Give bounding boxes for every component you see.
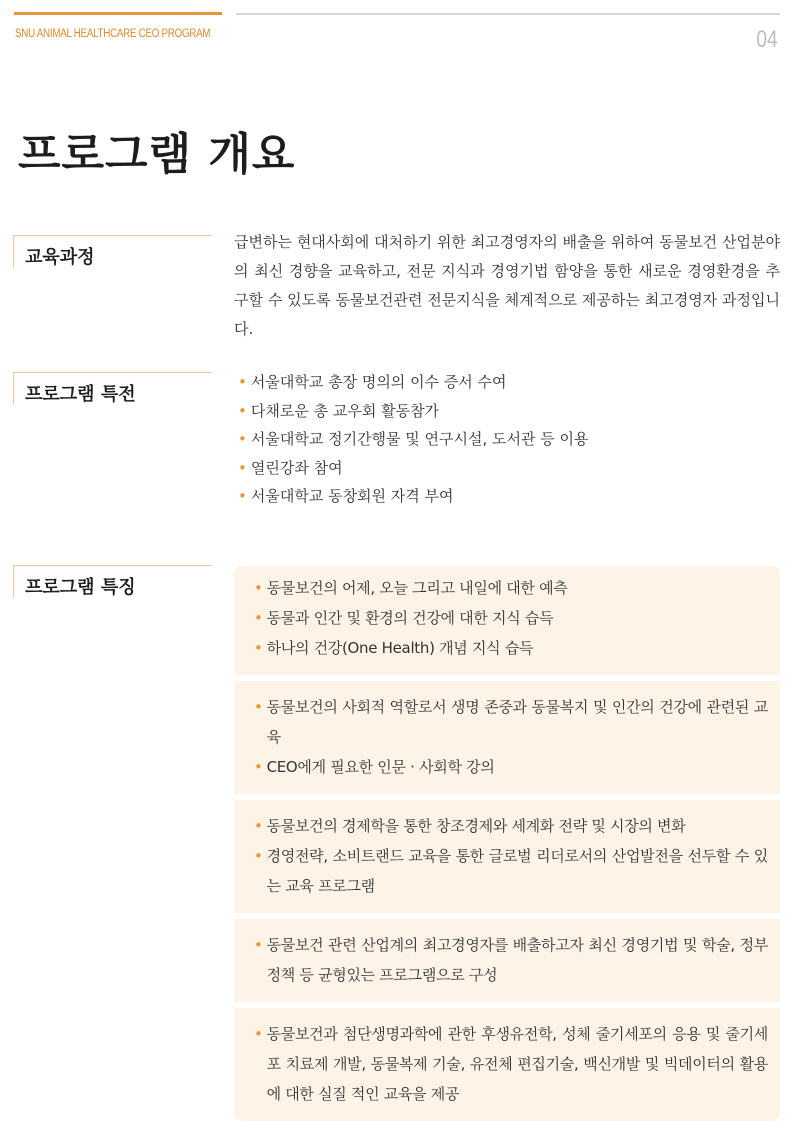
list-item bbox=[254, 930, 768, 990]
brand-text: SNU ANIMAL HEALTHCARE CEO PROGRAM bbox=[15, 28, 211, 40]
features-cards bbox=[234, 566, 780, 1123]
bullet-icon: • bbox=[238, 373, 247, 391]
section-label-benefits bbox=[13, 372, 212, 405]
section-label-course bbox=[13, 235, 212, 268]
feature-card bbox=[234, 1008, 780, 1121]
feature-card bbox=[234, 681, 780, 794]
bullet-icon: • bbox=[254, 817, 263, 835]
bullet-icon: • bbox=[254, 639, 263, 657]
page-number: 04 bbox=[756, 26, 778, 53]
course-description: 급변하는 현대사회에 대처하기 위한 최고경영자의 배출을 위하여 동물보건 산업분야의 최신 경향을 교육하고, 전문 지식과 경영기법 함양을 통한 새로운 경영환경을 추구할 수 있도록 동물보건관련 전문지식을 체계적으로 제공하는 최고경영자 과정입니다. bbox=[234, 233, 780, 338]
list-item bbox=[254, 603, 768, 633]
bullet-icon: • bbox=[254, 847, 263, 865]
bullet-icon: • bbox=[254, 1025, 263, 1043]
benefits-list bbox=[238, 368, 589, 511]
list-item bbox=[238, 368, 589, 397]
section-label-text: 프로그램 특전 bbox=[25, 384, 136, 405]
list-item-text: CEO에게 필요한 인문 · 사회학 강의 bbox=[266, 758, 495, 776]
bullet-icon: • bbox=[238, 401, 247, 420]
list-item-text: 동물보건의 사회적 역할로서 생명 존중과 동물복지 및 인간의 건강에 관련된 교육 bbox=[266, 698, 768, 746]
list-item bbox=[254, 752, 768, 782]
bullet-icon: • bbox=[254, 936, 263, 954]
list-item bbox=[238, 482, 589, 511]
page-title: 프로그램 개요 bbox=[18, 129, 296, 180]
list-item bbox=[254, 841, 768, 901]
bullet-icon: • bbox=[254, 758, 263, 776]
section-label-text: 교육과정 bbox=[25, 247, 95, 268]
list-item bbox=[254, 1019, 768, 1109]
list-item-text: 동물보건과 첨단생명과학에 관한 후생유전학, 성체 줄기세포의 응용 및 줄기세포 치료제 개발, 동물복제 기술, 유전체 편집기술, 백신개발 및 빅데이터의 활용에 대한 실질 적인 교육을 제공 bbox=[266, 1025, 768, 1103]
list-item bbox=[254, 633, 768, 663]
bullet-icon: • bbox=[238, 458, 247, 477]
header-accent-line bbox=[14, 12, 222, 15]
list-item-text: 동물과 인간 및 환경의 건강에 대한 지식 습득 bbox=[266, 609, 554, 627]
feature-card bbox=[234, 566, 780, 675]
list-item bbox=[254, 811, 768, 841]
feature-card bbox=[234, 919, 780, 1002]
list-item-text: 다채로운 총 교우회 활동참가 bbox=[250, 401, 440, 420]
bullet-icon: • bbox=[254, 698, 263, 716]
list-item-text: 열린강좌 참여 bbox=[250, 458, 343, 477]
bullet-icon: • bbox=[238, 430, 247, 448]
bullet-icon: • bbox=[254, 609, 263, 627]
list-item-text: 서울대학교 정기간행물 및 연구시설, 도서관 등 이용 bbox=[250, 430, 589, 448]
list-item-text: 경영전략, 소비트랜드 교육을 통한 글로벌 리더로서의 산업발전을 선두할 수 있는 교육 프로그램 bbox=[266, 847, 768, 895]
list-item-text: 동물보건의 어제, 오늘 그리고 내일에 대한 예측 bbox=[266, 579, 568, 597]
feature-card bbox=[234, 800, 780, 913]
list-item bbox=[254, 692, 768, 752]
list-item-text: 동물보건의 경제학을 통한 창조경제와 세계화 전략 및 시장의 변화 bbox=[266, 817, 686, 835]
list-item-text: 서울대학교 총장 명의의 이수 증서 수여 bbox=[250, 373, 507, 391]
section-label-text: 프로그램 특징 bbox=[25, 577, 136, 598]
list-item bbox=[238, 397, 589, 426]
list-item bbox=[238, 454, 589, 483]
bullet-icon: • bbox=[238, 487, 247, 505]
header-divider bbox=[236, 13, 780, 15]
list-item-text: 동물보건 관련 산업계의 최고경영자를 배출하고자 최신 경영기법 및 학술, 정부 정책 등 균형있는 프로그램으로 구성 bbox=[266, 936, 768, 984]
list-item-text: 하나의 건강(One Health) 개념 지식 습득 bbox=[266, 639, 534, 657]
bullet-icon: • bbox=[254, 579, 263, 597]
list-item-text: 서울대학교 동창회원 자격 부여 bbox=[250, 487, 454, 505]
section-label-features bbox=[13, 565, 212, 598]
list-item bbox=[238, 425, 589, 454]
list-item bbox=[254, 573, 768, 603]
